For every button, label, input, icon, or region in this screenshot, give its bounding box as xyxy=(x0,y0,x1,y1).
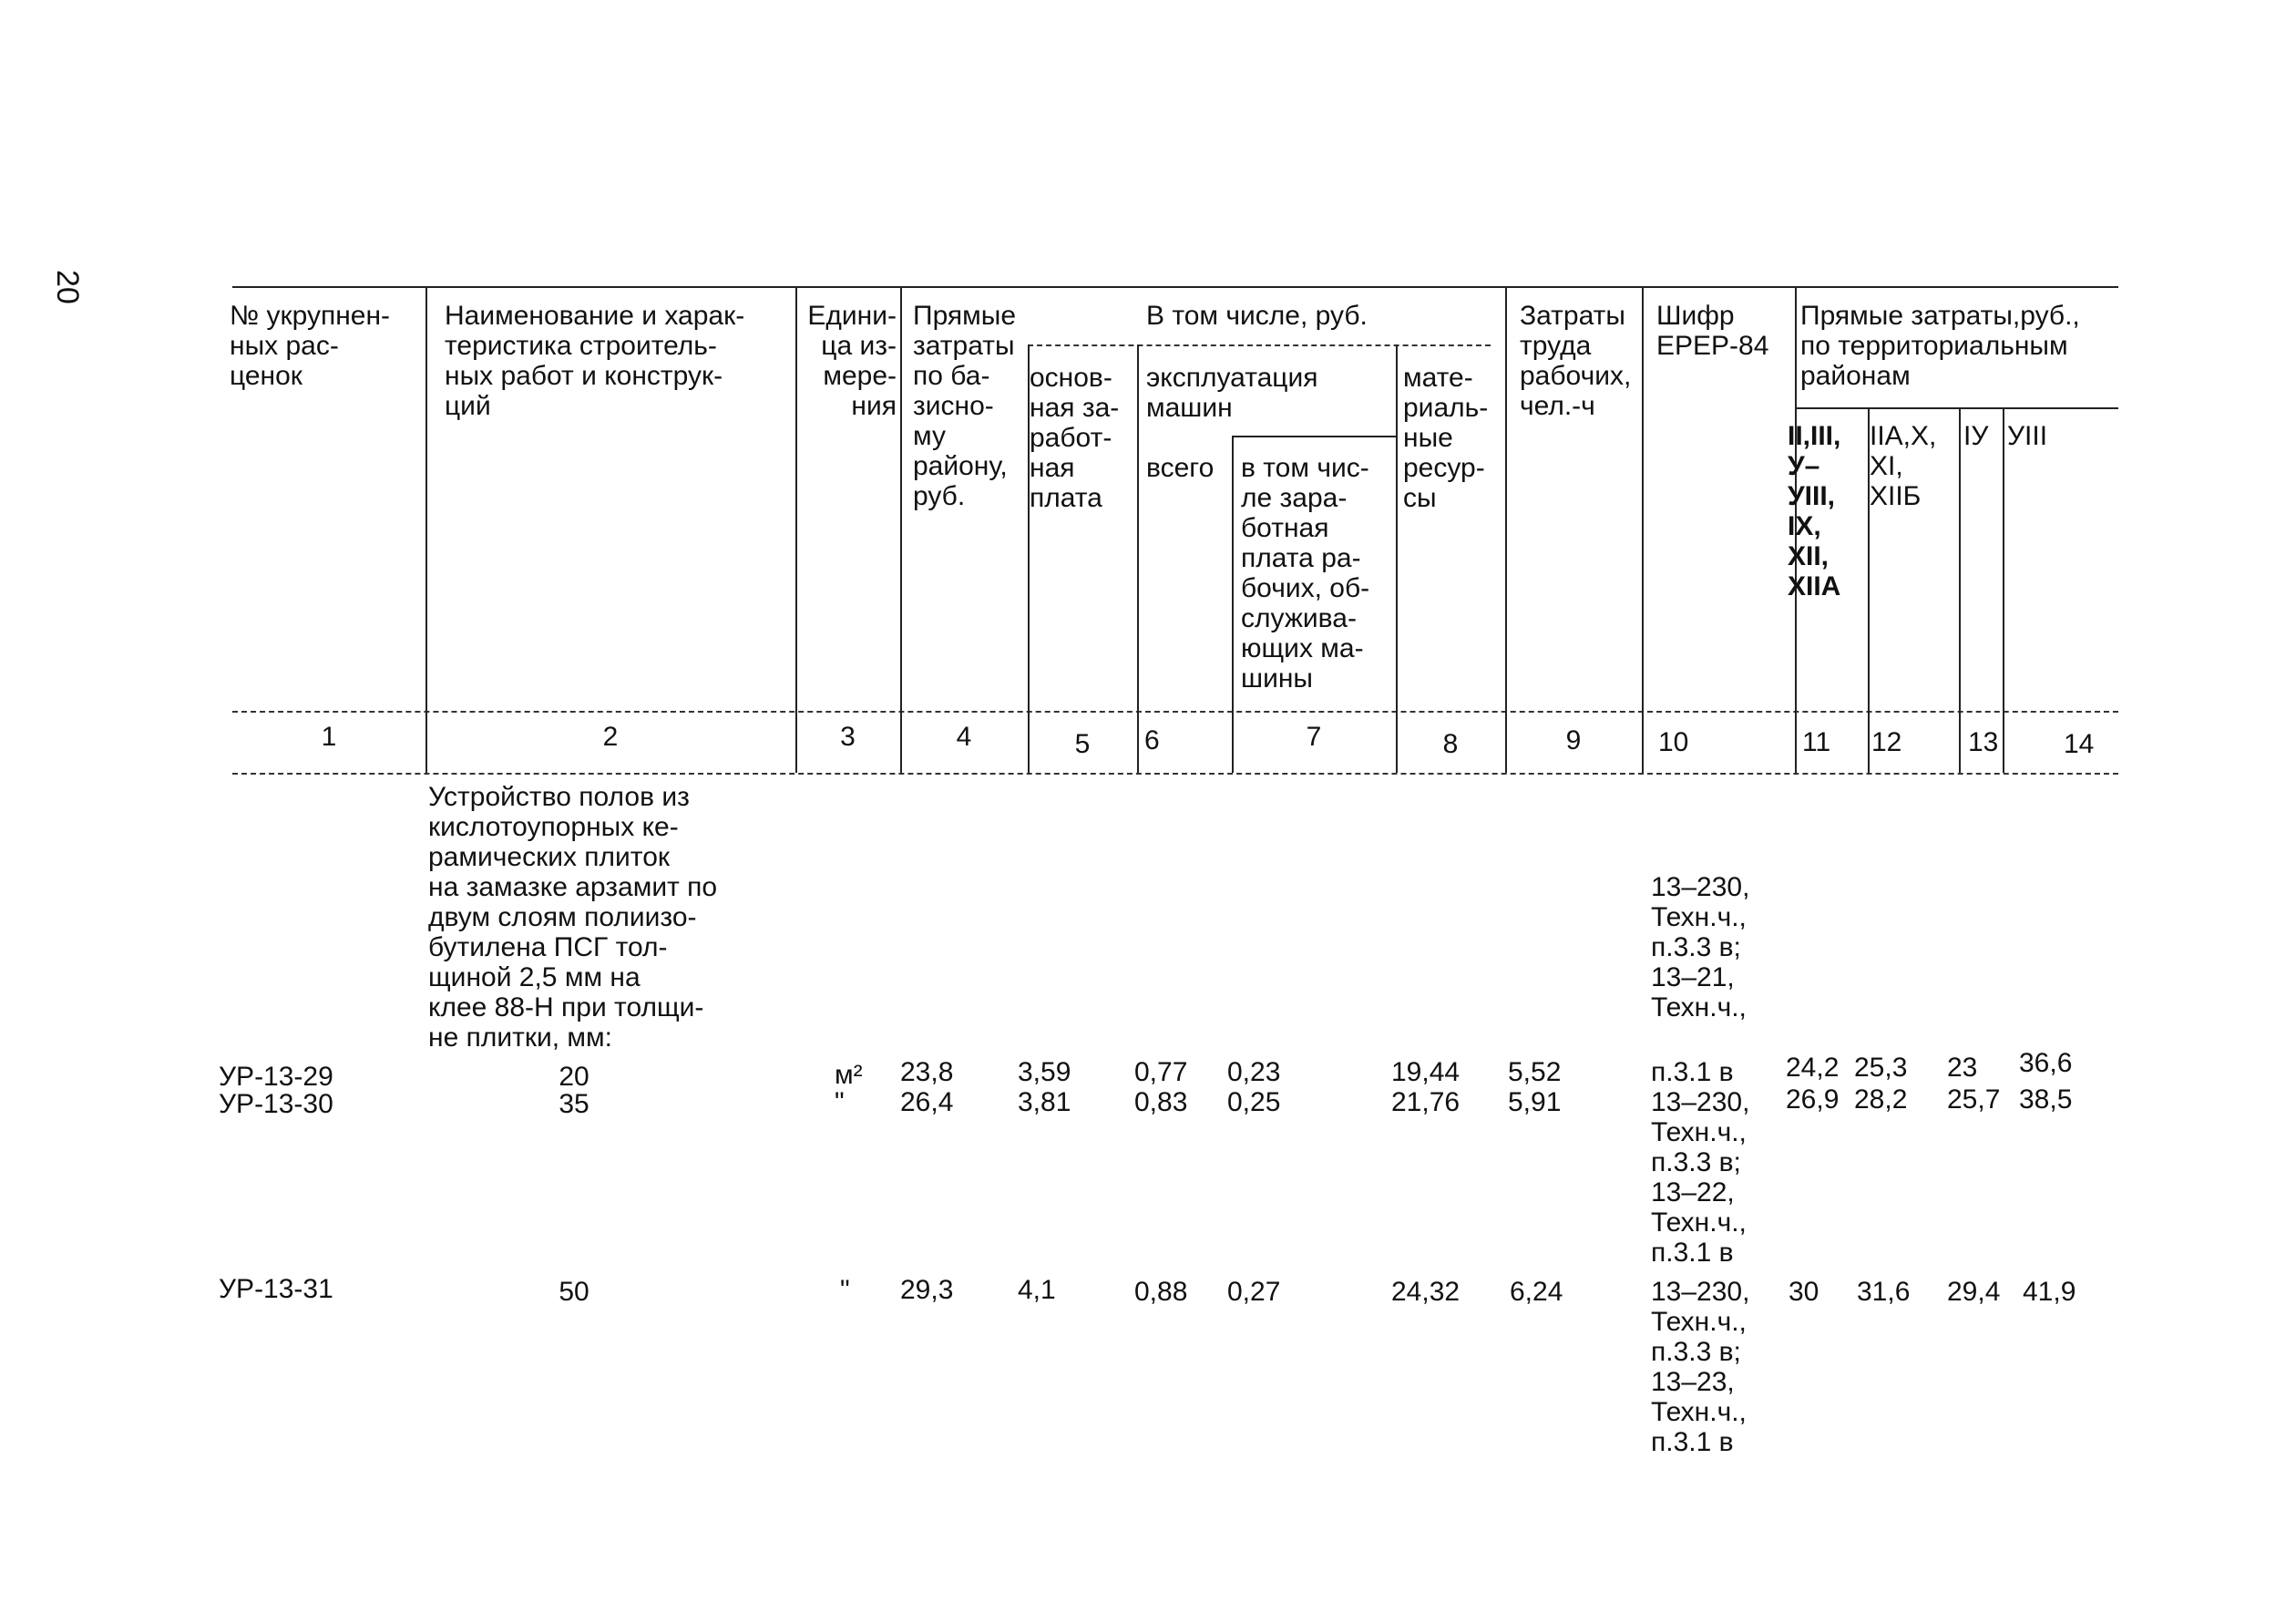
header-col11: II,III, У– УIII, IX, XII, XIIA xyxy=(1788,421,1841,601)
row1-c12: 25,3 xyxy=(1854,1053,1908,1083)
row3-id: УР-13-31 xyxy=(219,1274,333,1304)
row3-c7: 0,27 xyxy=(1227,1277,1281,1307)
row2-unit: " xyxy=(835,1087,845,1117)
row1-c13: 23 xyxy=(1947,1053,1978,1083)
header-bottom-rule xyxy=(232,711,2118,713)
row2-thickness: 35 xyxy=(559,1089,589,1119)
header-col7: в том чис- ле зара- ботная плата ра- бочих, об- служива- ющих ма- шины xyxy=(1241,453,1370,694)
divider-13 xyxy=(2003,407,2004,773)
header-col8: мате- риаль- ные ресур- сы xyxy=(1403,363,1489,513)
row3-c9: 6,24 xyxy=(1510,1277,1563,1307)
header-col5: основ- ная за- работ- ная плата xyxy=(1030,363,1120,513)
row3-c5: 4,1 xyxy=(1018,1275,1056,1305)
page-number: 20 xyxy=(50,270,85,304)
row1-c4: 23,8 xyxy=(900,1057,954,1087)
row3-unit: " xyxy=(840,1275,850,1305)
header-col3: Едини- ца из- мере- ния xyxy=(807,301,897,421)
row2-c11: 26,9 xyxy=(1786,1084,1840,1115)
code-pre-row1: 13–230, Техн.ч., п.3.3 в; 13–21, Техн.ч., xyxy=(1651,872,1750,1022)
subrule-incl xyxy=(1028,344,1491,346)
row1-c7: 0,23 xyxy=(1227,1057,1281,1087)
numbers-bottom-rule xyxy=(232,773,2118,775)
row3-c14: 41,9 xyxy=(2023,1277,2076,1307)
subrule-machines xyxy=(1232,436,1396,437)
col-number-1: 1 xyxy=(321,722,337,752)
col-number-4: 4 xyxy=(956,722,972,752)
header-col14: УIII xyxy=(2007,421,2048,451)
header-col6: всего xyxy=(1146,453,1215,483)
header-col9: Затраты труда рабочих, чел.-ч xyxy=(1520,301,1632,421)
row3-thickness: 50 xyxy=(559,1277,589,1307)
row2-c4: 26,4 xyxy=(900,1087,954,1117)
row1-c9: 5,52 xyxy=(1508,1057,1562,1087)
row3-c12: 31,6 xyxy=(1857,1277,1911,1307)
row2-c7: 0,25 xyxy=(1227,1087,1281,1117)
col-number-6: 6 xyxy=(1144,725,1160,755)
row1-unit: м² xyxy=(835,1060,863,1090)
row1-c14: 36,6 xyxy=(2019,1048,2073,1078)
col-number-11: 11 xyxy=(1802,727,1831,757)
col-number-8: 8 xyxy=(1442,729,1459,759)
row3-c13: 29,4 xyxy=(1947,1277,2001,1307)
row1-c10: п.3.1 в xyxy=(1651,1057,1734,1087)
col-number-9: 9 xyxy=(1565,725,1582,755)
col-number-3: 3 xyxy=(840,722,856,752)
divider-5 xyxy=(1137,344,1139,773)
divider-1 xyxy=(425,286,427,773)
col-number-5: 5 xyxy=(1074,729,1091,759)
header-col2: Наименование и харак- теристика строитель- ных работ и конструк- ций xyxy=(445,301,745,421)
header-col10: Шифр ЕРЕР-84 xyxy=(1656,301,1769,361)
divider-12 xyxy=(1959,407,1961,773)
col-number-12: 12 xyxy=(1871,727,1902,757)
divider-9 xyxy=(1642,286,1644,773)
row2-id: УР-13-30 xyxy=(219,1089,333,1119)
row2-c12: 28,2 xyxy=(1854,1084,1908,1115)
divider-3 xyxy=(900,286,902,773)
section-title: Устройство полов из кислотоупорных ке- рамических плиток на замазке арзамит по двум слоям полиизо- бутилена ПСГ тол- щиной 2,5 мм на клее 88-Н при толщи- не плитки, мм: xyxy=(428,782,718,1053)
row1-c5: 3,59 xyxy=(1018,1057,1071,1087)
col-number-7: 7 xyxy=(1306,722,1322,752)
header-col12: IIA,X, XI, XIIБ xyxy=(1870,421,1937,511)
row2-c5: 3,81 xyxy=(1018,1087,1071,1117)
row1-c6: 0,77 xyxy=(1134,1057,1188,1087)
divider-8 xyxy=(1505,286,1507,773)
row3-c6: 0,88 xyxy=(1134,1277,1188,1307)
row1-thickness: 20 xyxy=(559,1062,589,1092)
row2-c14: 38,5 xyxy=(2019,1084,2073,1115)
row1-c11: 24,2 xyxy=(1786,1053,1840,1083)
row2-c10: 13–230, Техн.ч., п.3.3 в; 13–22, Техн.ч., п.3.1 в xyxy=(1651,1087,1750,1268)
row2-c8: 21,76 xyxy=(1391,1087,1461,1117)
divider-7 xyxy=(1396,344,1398,773)
col-number-10: 10 xyxy=(1658,727,1689,757)
header-col4: Прямые затраты по ба- зисно- му району, руб. xyxy=(913,301,1017,511)
col-number-13: 13 xyxy=(1968,727,1999,757)
row2-c13: 25,7 xyxy=(1947,1084,2001,1115)
row3-c4: 29,3 xyxy=(900,1275,954,1305)
table-top-rule xyxy=(232,286,2118,288)
row3-c8: 24,32 xyxy=(1391,1277,1461,1307)
header-group-incl: В том числе, руб. xyxy=(1146,301,1368,331)
header-group-machines: эксплуатация машин xyxy=(1146,363,1318,423)
header-col13: IУ xyxy=(1963,421,1989,451)
row2-c6: 0,83 xyxy=(1134,1087,1188,1117)
row3-c10: 13–230, Техн.ч., п.3.3 в; 13–23, Техн.ч., п.3.1 в xyxy=(1651,1277,1750,1457)
header-col1: № укрупнен- ных рас- ценок xyxy=(230,301,391,391)
header-group-regions: Прямые затраты,руб., по территориальным районам xyxy=(1800,301,2080,391)
row2-c9: 5,91 xyxy=(1508,1087,1562,1117)
col-number-2: 2 xyxy=(602,722,619,752)
subrule-regions xyxy=(1795,407,2118,409)
row3-c11: 30 xyxy=(1789,1277,1819,1307)
col-number-14: 14 xyxy=(2064,729,2095,759)
row1-c8: 19,44 xyxy=(1391,1057,1461,1087)
row1-id: УР-13-29 xyxy=(219,1062,333,1092)
